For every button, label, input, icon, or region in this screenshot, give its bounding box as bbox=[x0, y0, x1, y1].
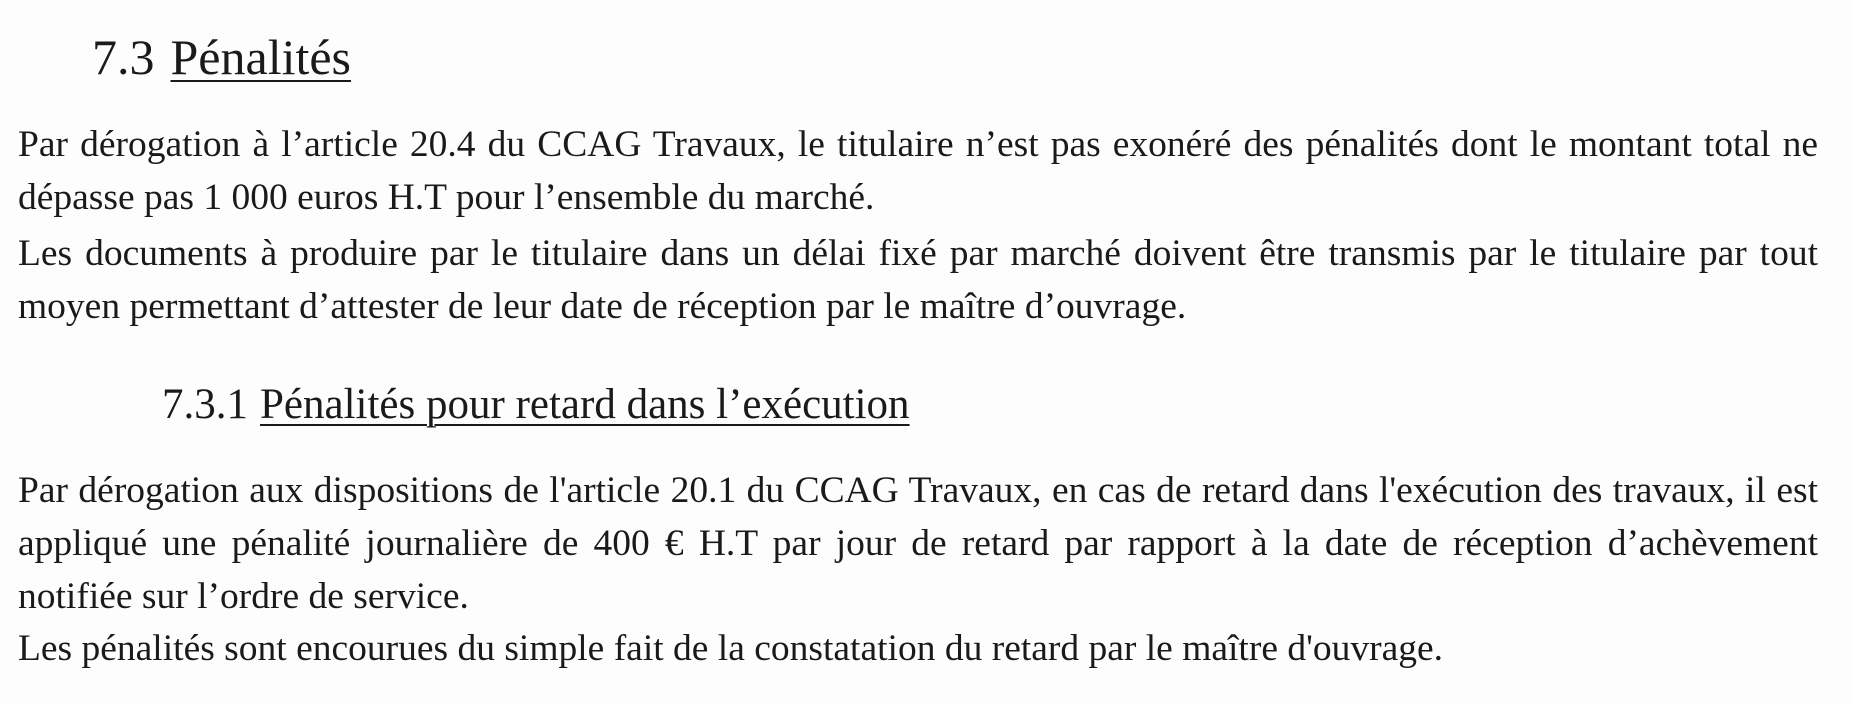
section-paragraph-2: Les documents à produire par le titulaire dans un délai fixé par marché doivent être transmis par le titulaire par tout moyen permettant d’attester de leur date de réception par le maître d’ouvrage. bbox=[18, 233, 1818, 327]
subsection-heading bbox=[162, 383, 910, 426]
subsection-number: 7.3.1 bbox=[162, 381, 248, 428]
section-paragraph-1: Par dérogation à l’article 20.4 du CCAG Travaux, le titulaire n’est pas exonéré des pénalités dont le montant total ne dépasse pas 1 000 euros H.T pour l’ensemble du marché. bbox=[18, 124, 1818, 218]
subsection-paragraph-1: Par dérogation aux dispositions de l'article 20.1 du CCAG Travaux, en cas de retard dans l'exécution des travaux, il est appliqué une pénalité journalière de 400 € H.T par jour de retard par rapport à la date de réception d’achèvement notifiée sur l’ordre de service. bbox=[18, 470, 1818, 617]
subsection-paragraph-2: Les pénalités sont encourues du simple fait de la constatation du retard par le maître d'ouvrage. bbox=[18, 628, 1444, 669]
section-number: 7.3 bbox=[92, 29, 155, 85]
subsection-title: Pénalités pour retard dans l’exécution bbox=[260, 381, 910, 428]
section-heading bbox=[92, 29, 352, 85]
section-title: Pénalités bbox=[170, 29, 352, 85]
